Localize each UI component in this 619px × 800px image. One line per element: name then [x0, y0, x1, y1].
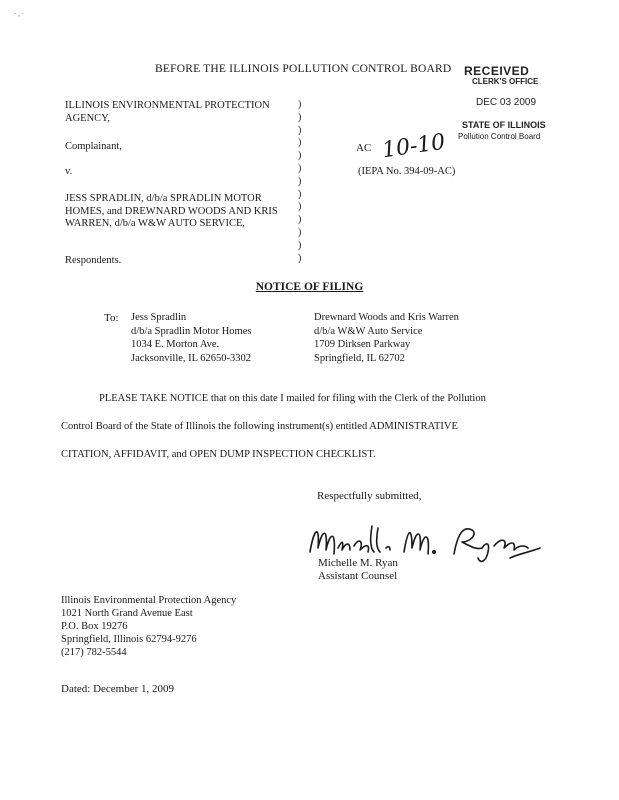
- recipient-address-2: [314, 311, 459, 365]
- agency-line: P.O. Box 19276: [61, 621, 128, 632]
- agency-line: Springfield, Illinois 62794-9276: [61, 634, 197, 645]
- stamp-board: Pollution Control Board: [458, 132, 541, 141]
- signer-block: [318, 557, 398, 583]
- notice-body-line: CITATION, AFFIDAVIT, and OPEN DUMP INSPECTION CHECKLIST.: [61, 449, 376, 460]
- signer-name: Michelle M. Ryan: [318, 557, 398, 569]
- respondents-names: JESS SPRADLIN, d/b/a SPRADLIN MOTOR HOMES, and DREWNARD WOODS AND KRIS WARREN, d/b/a W&W AUTO SERVICE,: [65, 193, 278, 229]
- received-stamp: [460, 64, 572, 154]
- board-header: BEFORE THE ILLINOIS POLLUTION CONTROL BOARD: [155, 63, 452, 75]
- stamp-state: STATE OF ILLINOIS: [462, 120, 546, 130]
- recipient-2-line: 1709 Dirksen Parkway: [314, 339, 411, 350]
- recipient-2-line: Springfield, IL 62702: [314, 352, 405, 364]
- recipient-2-line: Drewnard Woods and Kris Warren: [314, 312, 459, 323]
- recipient-address-1: [131, 311, 251, 365]
- agency-line: (217) 782-5544: [61, 647, 127, 658]
- recipient-1-line: d/b/a Spradlin Motor Homes: [131, 325, 252, 337]
- to-label: To:: [104, 312, 119, 324]
- stamp-clerks-office: CLERK'S OFFICE: [472, 77, 539, 86]
- complainant-role: Complainant,: [65, 141, 122, 152]
- recipient-1-line: Jacksonville, IL 62650-3302: [131, 352, 252, 364]
- iepa-number: (IEPA No. 394-09-AC): [358, 166, 456, 177]
- respondents-role: Respondents.: [65, 255, 122, 266]
- closing: Respectfully submitted,: [317, 490, 422, 502]
- stamp-date: DEC 03 2009: [476, 97, 537, 108]
- stamp-received: RECEIVED: [464, 64, 530, 78]
- agency-line: 1021 North Grand Avenue East: [61, 608, 193, 619]
- case-number-handwritten: 10-10: [380, 129, 447, 164]
- recipient-2-line: d/b/a W&W Auto Service: [314, 325, 423, 337]
- recipient-1-line: 1034 E. Morton Ave.: [131, 339, 220, 350]
- caption-brackets: ) ) ) ) ) ) ) ) ) ) ) ) ): [298, 99, 302, 264]
- notice-body-line: Control Board of the State of Illinois the following instrument(s) entitled ADMINISTRATIVE: [61, 421, 458, 432]
- notice-heading: NOTICE OF FILING: [255, 281, 364, 293]
- scan-specks: · , ·: [14, 10, 24, 18]
- signer-title: Assistant Counsel: [318, 570, 398, 582]
- dated-line: Dated: December 1, 2009: [61, 683, 175, 695]
- notice-body-line: PLEASE TAKE NOTICE that on this date I mailed for filing with the Clerk of the Pollution: [99, 393, 486, 404]
- versus: v.: [65, 166, 73, 177]
- complainant-name: ILLINOIS ENVIRONMENTAL PROTECTION AGENCY,: [65, 100, 270, 124]
- case-label: AC: [356, 142, 372, 154]
- agency-address: [61, 594, 236, 659]
- agency-line: Illinois Environmental Protection Agency: [61, 595, 237, 606]
- recipient-1-line: Jess Spradlin: [131, 312, 187, 323]
